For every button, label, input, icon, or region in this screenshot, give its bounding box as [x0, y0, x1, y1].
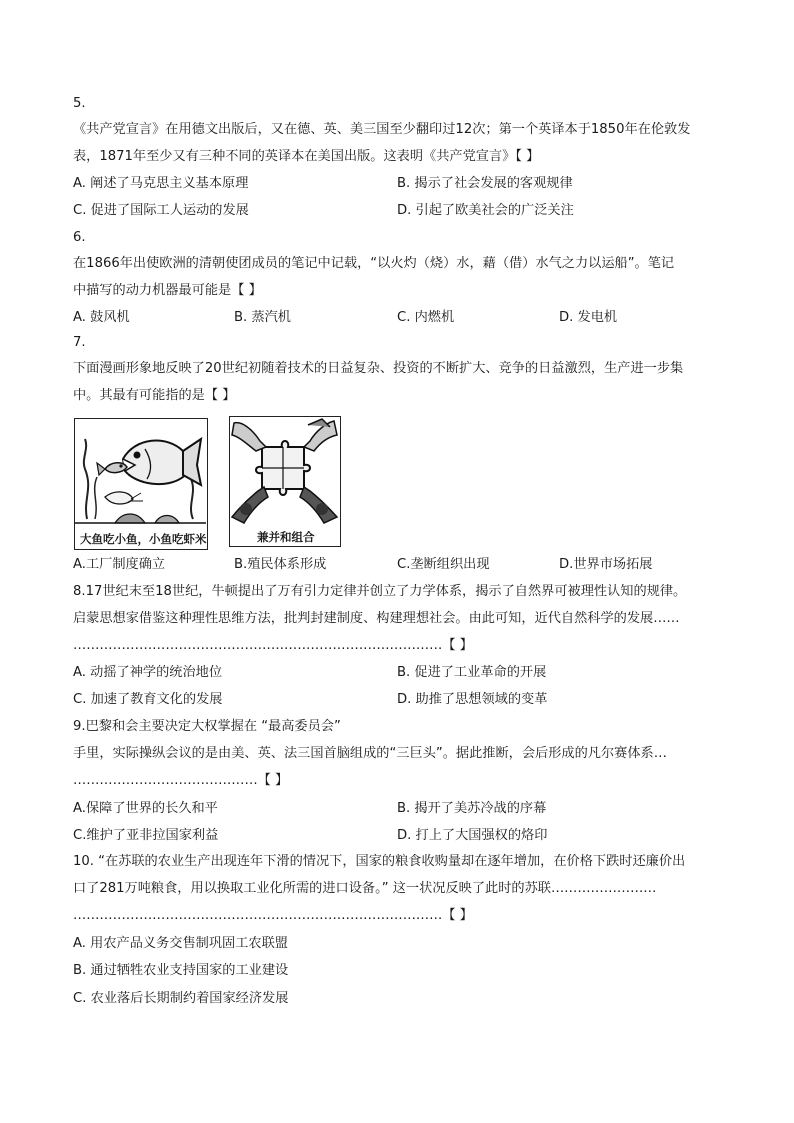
- q8-option-d: D. 助推了思想领域的变革: [397, 692, 548, 707]
- q5-option-a: A. 阐述了马克思主义基本原理: [73, 176, 249, 191]
- cartoon1-caption: 大鱼吃小鱼，小鱼吃虾米: [80, 532, 207, 546]
- q7-option-d: D.世界市场拓展: [559, 557, 653, 572]
- q9-option-a: A.保障了世界的长久和平: [73, 801, 218, 816]
- q9-stem-line2: 手里，实际操纵会议的是由美、英、法三国首脑组成的“三巨头”。据此推断，会后形成的凡尔赛体系…: [73, 746, 667, 761]
- q10-stem-line2: 口了281万吨粮食，用以换取工业化所需的进口设备。” 这一状况反映了此时的苏联……………………: [73, 881, 657, 896]
- q7-option-b: B.殖民体系形成: [234, 557, 327, 572]
- cartoon2-caption: 兼并和组合: [257, 530, 315, 544]
- q9-stem-line1: 9.巴黎和会主要决定大权掌握在 “最高委员会”: [73, 719, 341, 734]
- q5-option-b: B. 揭示了社会发展的客观规律: [397, 176, 573, 191]
- q7-option-a: A.工厂制度确立: [73, 557, 166, 572]
- q5-number: 5.: [73, 96, 86, 111]
- q10-stem-line1: 10. “在苏联的农业生产出现连年下滑的情况下，国家的粮食收购量却在逐年增加，在价格下跌时还廉价出: [73, 854, 686, 869]
- q8-option-b: B. 促进了工业革命的开展: [397, 665, 547, 680]
- q5-option-d: D. 引起了欧美社会的广泛关注: [397, 203, 574, 218]
- q9-stem-line3: ……………………………………【 】: [73, 773, 289, 788]
- q6-stem-line1: 在1866年出使欧洲的清朝使团成员的笔记中记载，“以火灼（烧）水，藉（借）水气之力以运船”。笔记: [73, 256, 675, 271]
- q10-option-a: A. 用农产品义务交售制巩固工农联盟: [73, 936, 288, 951]
- q7-option-c: C.垄断组织出现: [397, 557, 490, 572]
- q6-number: 6.: [73, 230, 86, 245]
- q7-stem-line2: 中。其最有可能指的是【 】: [73, 388, 236, 403]
- q8-stem-line3: …………………………………………………………………………【 】: [73, 638, 473, 653]
- q9-option-c: C.维护了亚非拉国家利益: [73, 828, 219, 843]
- q8-option-a: A. 动摇了神学的统治地位: [73, 665, 223, 680]
- q6-option-a: A. 鼓风机: [73, 310, 130, 325]
- puzzle-hands-illustration: [230, 417, 339, 525]
- q10-stem-line3: …………………………………………………………………………【 】: [73, 908, 473, 923]
- q8-stem-line1: 8.17世纪末至18世纪，牛顿提出了万有引力定律并创立了力学体系，揭示了自然界可被理性认知的规律。: [73, 584, 687, 599]
- q6-stem-line2: 中描写的动力机器最可能是【 】: [73, 283, 262, 298]
- fish-cartoon-illustration: [75, 419, 206, 527]
- q7-number: 7.: [73, 335, 86, 350]
- q10-option-c: C. 农业落后长期制约着国家经济发展: [73, 991, 289, 1006]
- q6-option-d: D. 发电机: [559, 310, 618, 325]
- q5-stem-line2: 表，1871年至少又有三种不同的英译本在美国出版。这表明《共产党宣言》【 】: [73, 149, 540, 164]
- q7-stem-line1: 下面漫画形象地反映了20世纪初随着技术的日益复杂、投资的不断扩大、竞争的日益激烈，生产进一步集: [73, 361, 684, 376]
- q9-option-b: B. 揭开了美苏冷战的序幕: [397, 801, 547, 816]
- cartoon-mergers-and-combinations: [229, 416, 341, 547]
- q8-stem-line2: 启蒙思想家借鉴这种理性思维方法，批判封建制度、构建理想社会。由此可知，近代自然科学的发展……: [73, 611, 680, 626]
- q5-stem-line1: 《共产党宣言》在用德文出版后，又在德、英、美三国至少翻印过12次；第一个英译本于1850年在伦敦发: [73, 122, 691, 137]
- q8-option-c: C. 加速了教育文化的发展: [73, 692, 223, 707]
- q6-option-c: C. 内燃机: [397, 310, 455, 325]
- q5-option-c: C. 促进了国际工人运动的发展: [73, 203, 249, 218]
- q6-option-b: B. 蒸汽机: [234, 310, 291, 325]
- q10-option-b: B. 通过牺牲农业支持国家的工业建设: [73, 963, 289, 978]
- q9-option-d: D. 打上了大国强权的烙印: [397, 828, 548, 843]
